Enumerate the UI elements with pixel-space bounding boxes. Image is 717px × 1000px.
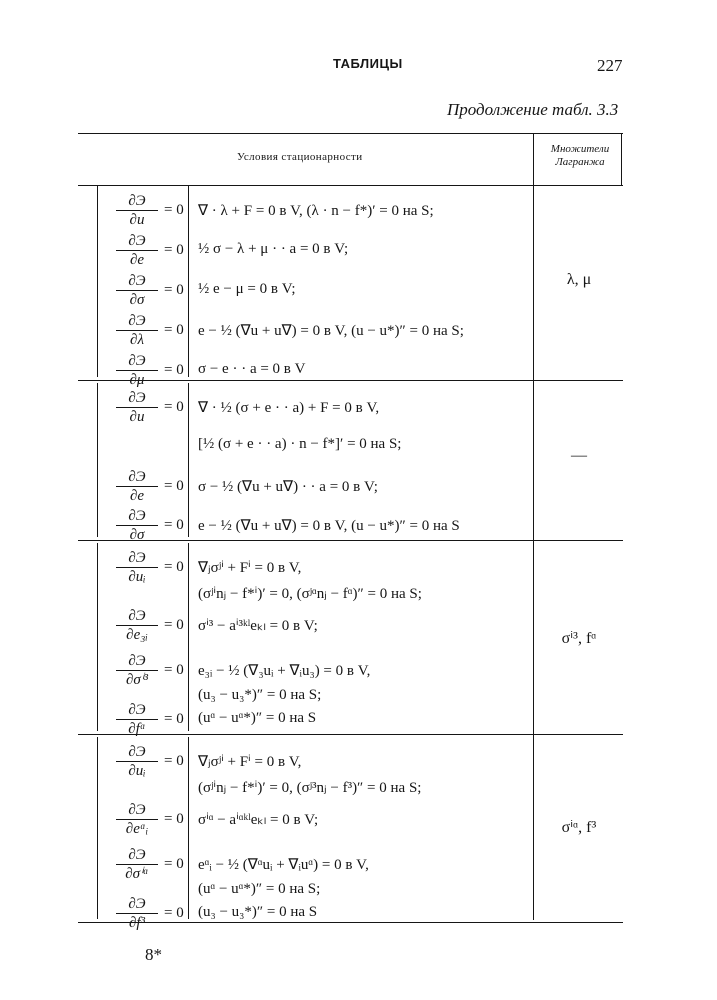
equals-zero: = 0 — [164, 399, 184, 415]
stationarity-equation: ∇ⱼσʲⁱ + Fⁱ = 0 в V, — [198, 560, 302, 576]
equals-zero: = 0 — [164, 242, 184, 258]
fraction-denominator: ∂e — [129, 488, 145, 504]
partial-fraction — [116, 508, 158, 543]
equals-zero: = 0 — [164, 662, 184, 678]
equals-zero: = 0 — [164, 362, 184, 378]
lagrange-multipliers: λ, μ — [566, 271, 592, 288]
stationarity-equation: σ − e · · a = 0 в V — [198, 361, 306, 377]
stationarity-equation: (u₃ − u₃*)″ = 0 на S; — [198, 687, 322, 703]
fraction-numerator: ∂Э — [116, 313, 158, 331]
condition-row — [80, 895, 540, 931]
fraction-numerator: ∂Э — [116, 744, 158, 762]
variation-derivative — [94, 232, 196, 268]
partial-fraction — [116, 802, 158, 837]
condition-row — [80, 389, 540, 425]
fraction-numerator: ∂Э — [116, 469, 158, 487]
partial-fraction — [116, 233, 158, 268]
partial-fraction — [116, 193, 158, 228]
stationarity-equation: σ − ½ (∇u + u∇) · · a = 0 в V; — [198, 479, 378, 495]
table-section — [0, 383, 717, 543]
fraction-denominator: ∂f³ — [128, 915, 146, 931]
table-section — [0, 737, 717, 931]
stationarity-equation: ½ σ − λ + μ · · a = 0 в V; — [198, 241, 349, 257]
stationarity-equation: ∇ · ½ (σ + e · · a) + F = 0 в V, — [198, 400, 380, 416]
stationarity-equation: (u₃ − u₃*)″ = 0 на S — [198, 904, 318, 920]
fraction-denominator: ∂σⁱᵅ — [125, 866, 149, 882]
fraction-denominator: ∂μ — [129, 372, 145, 388]
stationarity-equation: (uᵅ − uᵅ*)″ = 0 на S — [198, 710, 317, 726]
stationarity-equation: e − ½ (∇u + u∇) = 0 в V, (u − u*)″ = 0 на S; — [198, 323, 464, 339]
stationarity-equation: ∇ · λ + F = 0 в V, (λ · n − f*)′ = 0 на S; — [198, 203, 434, 219]
variation-derivative — [94, 507, 196, 543]
variation-derivative — [94, 389, 196, 425]
running-title: ТАБЛИЦЫ — [333, 56, 403, 71]
variation-derivative — [94, 312, 196, 348]
variation-derivative — [94, 895, 196, 931]
table-section — [0, 543, 717, 737]
stationarity-equation: σⁱ³ − aⁱ³ᵏˡeₖₗ = 0 в V; — [198, 618, 318, 634]
condition-row — [80, 192, 540, 228]
condition-row — [80, 272, 540, 308]
section-rule — [78, 540, 623, 541]
fraction-denominator: ∂eᵅᵢ — [125, 821, 149, 837]
stationarity-equation: (σʲⁱnⱼ − f*ⁱ)′ = 0, (σʲᵅnⱼ − fᵅ)″ = 0 на S; — [198, 586, 422, 602]
fraction-numerator: ∂Э — [116, 508, 158, 526]
equals-zero: = 0 — [164, 517, 184, 533]
stationarity-equation: eᵅᵢ − ½ (∇ᵅuᵢ + ∇ᵢuᵅ) = 0 в V, — [198, 857, 369, 873]
fraction-numerator: ∂Э — [116, 193, 158, 211]
partial-fraction — [116, 313, 158, 348]
table-top-rule — [78, 133, 623, 134]
stationarity-equation: ∇ⱼσʲⁱ + Fⁱ = 0 в V, — [198, 754, 302, 770]
variation-derivative — [94, 468, 196, 504]
condition-row — [80, 607, 540, 643]
equals-zero: = 0 — [164, 811, 184, 827]
condition-row — [80, 769, 540, 805]
fraction-numerator: ∂Э — [116, 550, 158, 568]
equals-zero: = 0 — [164, 617, 184, 633]
fraction-numerator: ∂Э — [116, 802, 158, 820]
partial-fraction — [116, 469, 158, 504]
condition-row — [80, 701, 540, 737]
stationarity-equation: e₃ᵢ − ½ (∇₃uᵢ + ∇ᵢu₃) = 0 в V, — [198, 663, 371, 679]
footer-signature: 8* — [145, 945, 162, 964]
header-conditions: Условия стационарности — [237, 151, 363, 163]
fraction-denominator: ∂σ — [129, 527, 145, 543]
fraction-denominator: ∂fᵅ — [128, 721, 146, 737]
equals-zero: = 0 — [164, 282, 184, 298]
variation-derivative — [94, 701, 196, 737]
condition-row — [80, 575, 540, 611]
stationarity-equation: σⁱᵅ − aⁱᵅᵏˡeₖₗ = 0 в V; — [198, 812, 319, 828]
condition-row — [80, 801, 540, 837]
fraction-denominator: ∂u — [129, 409, 145, 425]
fraction-denominator: ∂uᵢ — [128, 569, 146, 585]
equals-zero: = 0 — [164, 711, 184, 727]
equals-zero: = 0 — [164, 478, 184, 494]
stationarity-equation: (σʲⁱnⱼ − f*ⁱ)′ = 0, (σʲ³nⱼ − f³)″ = 0 на S; — [198, 780, 422, 796]
fraction-numerator: ∂Э — [116, 273, 158, 291]
fraction-numerator: ∂Э — [116, 653, 158, 671]
equals-zero: = 0 — [164, 559, 184, 575]
fraction-numerator: ∂Э — [116, 353, 158, 371]
fraction-numerator: ∂Э — [116, 390, 158, 408]
equals-zero: = 0 — [164, 322, 184, 338]
partial-fraction — [116, 273, 158, 308]
page-number: 227 — [597, 56, 623, 75]
equals-zero: = 0 — [164, 202, 184, 218]
section-rule — [78, 922, 623, 923]
condition-row — [80, 232, 540, 268]
stationarity-equation: [½ (σ + e · · a) · n − f*]′ = 0 на S; — [198, 436, 402, 452]
fraction-denominator: ∂e — [129, 252, 145, 268]
fraction-denominator: ∂e₃ᵢ — [126, 627, 148, 643]
partial-fraction — [116, 896, 158, 931]
fraction-denominator: ∂λ — [130, 332, 144, 348]
stationarity-equation: ½ e − μ = 0 в V; — [198, 281, 296, 297]
lagrange-multipliers: — — [571, 447, 587, 464]
equals-zero: = 0 — [164, 856, 184, 872]
variation-derivative — [94, 272, 196, 308]
header-multipliers: Множители Лагранжа — [550, 143, 610, 168]
section-rule — [78, 380, 623, 381]
fraction-denominator: ∂σⁱ³ — [126, 672, 148, 688]
fraction-numerator: ∂Э — [116, 702, 158, 720]
stationarity-equation: e − ½ (∇u + u∇) = 0 в V, (u − u*)″ = 0 на S — [198, 518, 460, 534]
condition-row — [80, 312, 540, 348]
partial-fraction — [116, 702, 158, 737]
condition-row — [80, 468, 540, 504]
table-section — [0, 186, 717, 388]
partial-fraction — [116, 390, 158, 425]
equals-zero: = 0 — [164, 905, 184, 921]
variation-derivative — [94, 607, 196, 643]
fraction-numerator: ∂Э — [116, 896, 158, 914]
section-rule — [78, 734, 623, 735]
fraction-denominator: ∂uᵢ — [128, 763, 146, 779]
lagrange-multipliers: σⁱ³, fᵅ — [561, 630, 597, 647]
fraction-denominator: ∂σ — [129, 292, 145, 308]
lagrange-multipliers: σⁱᵅ, f³ — [561, 819, 597, 836]
table-continuation-caption: Продолжение табл. 3.3 — [447, 100, 619, 119]
stationarity-equation: (uᵅ − uᵅ*)″ = 0 на S; — [198, 881, 321, 897]
fraction-numerator: ∂Э — [116, 233, 158, 251]
equals-zero: = 0 — [164, 753, 184, 769]
fraction-denominator: ∂u — [129, 212, 145, 228]
condition-row — [80, 427, 540, 463]
partial-fraction — [116, 608, 158, 643]
condition-row — [80, 507, 540, 543]
variation-derivative — [94, 801, 196, 837]
fraction-numerator: ∂Э — [116, 847, 158, 865]
variation-derivative — [94, 192, 196, 228]
fraction-numerator: ∂Э — [116, 608, 158, 626]
